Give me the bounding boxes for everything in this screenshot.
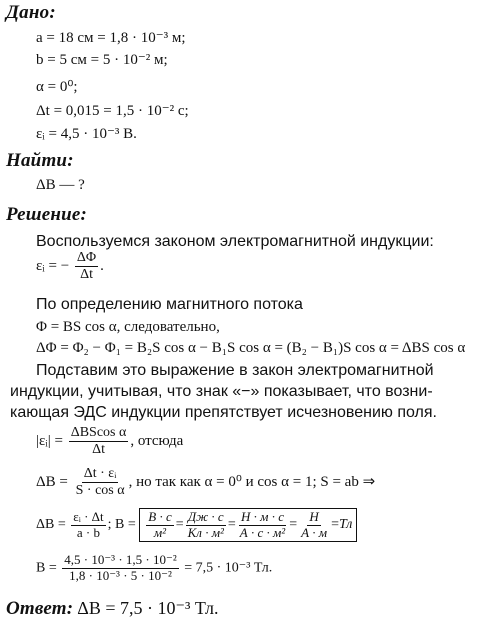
eq1-end: . <box>100 258 104 275</box>
eq5-tail: = 7,5 · 10⁻³ Тл. <box>184 560 273 576</box>
eq4-fraction <box>71 510 105 541</box>
eq3-den: S · cos α <box>75 483 125 499</box>
paragraph-line: кающая ЭДС индукции препятствует исчезновению поля. <box>10 404 437 421</box>
eq5-lhs: B = <box>36 560 57 576</box>
intro-text: Воспользуемся законом электромагнитной индукции: <box>36 233 434 250</box>
eq2-fraction <box>69 425 129 458</box>
unit-fraction: $\frac{Дж \cdot с}{\text{Кл · м²}}$ <box>187 508 224 540</box>
flux-line: Φ = BS cos α, следовательно, <box>36 319 220 335</box>
eq1-den: Δt <box>80 267 93 283</box>
equation-emf <box>36 250 104 283</box>
answer-value: ΔB = 7,5 · 10⁻³ Тл. <box>77 598 219 618</box>
unit-fraction: $\frac{В \cdot с}{\text{м²}}$ <box>148 508 172 540</box>
unit-result: Тл <box>339 517 353 532</box>
eq1-fraction <box>75 250 98 283</box>
eq4-mid: ; B = <box>107 517 136 533</box>
unit-bracket: $\frac{В \cdot с}{\text{м²}}$ = $\frac{Дж \cdot с}{\text{Кл · м²}}$ = $\frac{Н \cdot м \cdot с}{\text{А · с · м²}}$ = $\frac{Н}{А \cdot м}$ = Тл <box>139 508 357 542</box>
equation-delta-b <box>36 466 375 499</box>
eq3-lhs: ΔB = <box>36 474 68 491</box>
find-heading: Найти: <box>6 150 74 171</box>
eq4-lhs: ΔB = <box>36 517 66 533</box>
eq2-lhs: |εᵢ| = <box>36 433 63 450</box>
eq1-lhs: εᵢ = − <box>36 258 70 275</box>
eq1-num: ΔΦ <box>75 250 98 267</box>
paragraph-line: Подставим это выражение в закон электромагнитной <box>36 362 434 379</box>
eq2-den: Δt <box>92 442 105 458</box>
find-value: ΔB — ? <box>36 177 85 193</box>
answer-heading: Ответ: <box>6 598 74 619</box>
solution-heading: Решение: <box>6 204 88 225</box>
equation-units <box>36 508 357 542</box>
equation-numeric <box>36 553 272 584</box>
delta-flux-line: ΔΦ = Φ₂ − Φ₁ = B₂S cos α − B₁S cos α = (B₂ − B₁)S cos α = ΔBS cos α <box>36 340 466 356</box>
given-item: εᵢ = 4,5 · 10⁻³ В. <box>36 126 137 142</box>
eq5-fraction <box>62 553 179 584</box>
eq4-num: εᵢ · Δt <box>73 508 104 524</box>
eq3-num: Δt · εᵢ <box>82 466 119 483</box>
eq5-num: 4,5 · 10⁻³ · 1,5 · 10⁻² <box>64 552 177 567</box>
paragraph-line: индукции, учитывая, что знак «−» показывает, что возни- <box>10 383 433 400</box>
eq3-tail: , но так как α = 0⁰ и cos α = 1; S = ab ⇒ <box>128 474 376 491</box>
given-item: α = 0⁰; <box>36 79 78 95</box>
given-item: a = 18 см = 1,8 · 10⁻³ м; <box>36 30 186 46</box>
eq2-num: ΔBScos α <box>69 425 129 442</box>
unit-fraction: $\frac{Н}{А \cdot м}$ <box>301 508 328 540</box>
equation-abs-emf <box>36 425 183 458</box>
answer-line <box>6 598 218 620</box>
given-item: b = 5 см = 5 · 10⁻² м; <box>36 52 168 68</box>
eq5-den: 1,8 · 10⁻³ · 5 · 10⁻² <box>69 567 172 583</box>
flux-definition-text: По определению магнитного потока <box>36 296 303 313</box>
eq2-tail: , отсюда <box>130 433 184 450</box>
eq4-den: a · b <box>76 524 100 540</box>
eq3-fraction <box>74 466 127 499</box>
unit-fraction: $\frac{Н \cdot м \cdot с}{\text{А · с · м²}}$ <box>239 508 286 540</box>
given-item: Δt = 0,015 = 1,5 · 10⁻² с; <box>36 103 189 119</box>
given-heading: Дано: <box>6 2 56 23</box>
